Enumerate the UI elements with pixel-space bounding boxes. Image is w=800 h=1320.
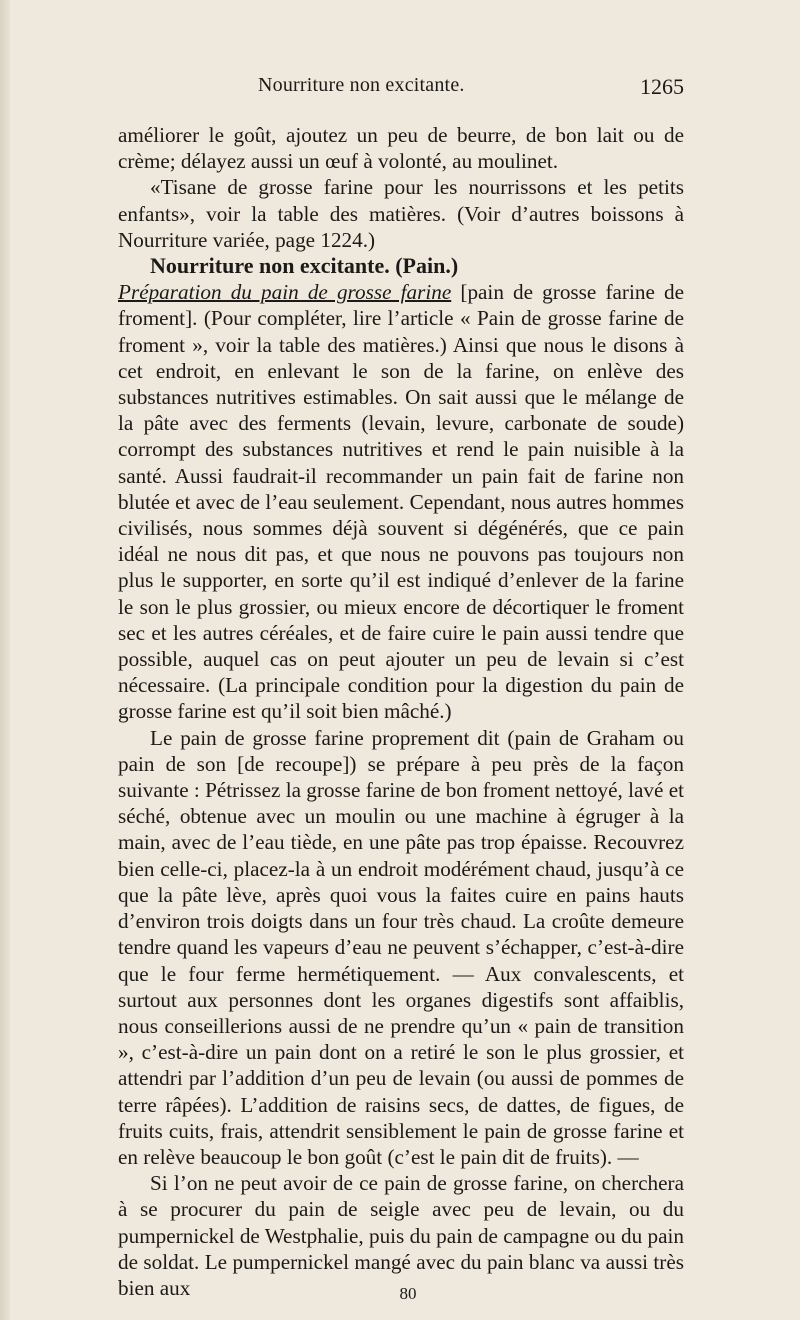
paragraph-continuation: améliorer le goût, ajoutez un peu de beurre, de bon lait ou de crème; délayez aussi un œuf à volonté, au moulinet. bbox=[118, 123, 684, 174]
subheading-preparation: Préparation du pain de grosse farine bbox=[118, 280, 452, 305]
paragraph-tisane: «Tisane de grosse farine pour les nourrissons et les petits enfants», voir la table des matières. (Voir d’autres boissons à Nourriture variée, page 1224.) bbox=[118, 175, 684, 252]
section-heading: Nourriture non excitante. (Pain.) bbox=[150, 253, 459, 279]
signature-mark: 80 bbox=[399, 1284, 417, 1303]
running-title: Nourriture non excitante. bbox=[258, 74, 465, 96]
paragraph-preparation bbox=[118, 279, 684, 724]
page-header bbox=[118, 74, 684, 106]
page-number: 1265 bbox=[640, 74, 684, 99]
paragraph-graham: Le pain de grosse farine proprement dit (pain de Graham ou pain de son [de recoupe]) se prépare à peu près de la façon suivante : Pétrissez la grosse farine de bon froment nettoyé, lavé et séché, obtenue avec un moulin ou une machine à égruger à la main, avec de l’eau tiède, en une pâte pas trop épaisse. Recouvrez bien celle-ci, placez-la à un endroit modérément chaud, jusqu’à ce que la pâte lève, après quoi vous la faites cuire en pains hauts d’environ trois doigts dans un four très chaud. La croûte demeure tendre quand les vapeurs d’eau ne peuvent s’échapper, c’est-à-dire que le four ferme hermétiquement. — Aux convalescents, et surtout aux personnes dont les organes digestifs sont affaiblis, nous conseillerions aussi de ne prendre qu’un « pain de transition », c’est-à-dire un pain dont on a retiré le son le plus grossier, et attendri par l’addition d’un peu de levain (ou aussi de pommes de terre râpées). L’addition de raisins secs, de dattes, de figues, de fruits cuits, frais, attendrit sensiblement le pain de grosse farine et en relève beaucoup le bon goût (c’est le pain dit de fruits). — bbox=[118, 725, 684, 1169]
binding-edge bbox=[0, 0, 10, 1320]
paragraph-seigle: Si l’on ne peut avoir de ce pain de grosse farine, on cherchera à se procurer du pain de seigle avec peu de levain, ou du pumpernickel de Westphalie, puis du pain de campagne ou du pain de soldat. Le pumpernickel mangé avec du pain blanc va aussi très bien aux bbox=[118, 1171, 684, 1300]
body-text bbox=[118, 122, 684, 1301]
paragraph-preparation-text: [pain de grosse farine de froment]. (Pour compléter, lire l’article « Pain de grosse farine de froment », voir la table des matières.) Ainsi que nous le disons à cet endroit, en enlevant le son de la farine, on enlève des substances nutritives estimables. On sait aussi que le mélange de la pâte avec des ferments (levain, levure, carbonate de soude) corrompt des substances nutritives et rend le pain nuisible à la santé. Aussi faudrait-il recommander un pain fait de farine non blutée et avec de l’eau seulement. Cependant, nous autres hommes civilisés, nous sommes déjà souvent si dégénérés, que ce pain idéal ne nous dit pas, et que nous ne pouvons pas toujours non plus le supporter, en sorte qu’il est indiqué d’enlever de la farine le son le plus grossier, ou mieux encore de décortiquer le froment sec et les autres céréales, et de faire cuire le pain aussi tendre que possible, auquel cas on peut ajouter un peu de levain si c’est nécessaire. (La principale condition pour la digestion du pain de grosse farine est qu’il soit bien mâché.) bbox=[118, 280, 684, 724]
